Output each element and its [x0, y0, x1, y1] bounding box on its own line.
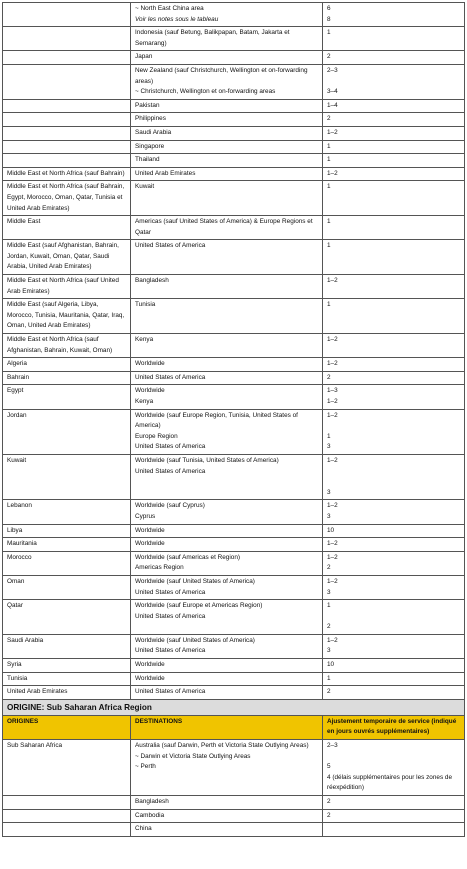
- destination-line: Singapore: [135, 142, 165, 150]
- origin-cell: [3, 154, 131, 168]
- table-row: [3, 275, 465, 299]
- adjustment-cell: [323, 809, 465, 823]
- table-row: [3, 659, 465, 673]
- table-row: [3, 551, 465, 575]
- destination-cell: [131, 275, 323, 299]
- adjustment-cell: [323, 385, 465, 409]
- adjustment-value: 1–2: [327, 456, 338, 464]
- adjustment-value: 2: [327, 811, 331, 819]
- adjustment-cell: [323, 409, 465, 454]
- destination-cell: [131, 524, 323, 538]
- destination-cell: [131, 216, 323, 240]
- adjustment-value: 3: [327, 588, 331, 596]
- adjustment-value: [327, 77, 460, 88]
- destination-line: Worldwide (sauf Americas et Region): [135, 553, 241, 561]
- adjustment-value: 3–4: [327, 88, 338, 96]
- origin-cell: [3, 99, 131, 113]
- adjustment-cell: [323, 64, 465, 99]
- origin-cell: Jordan: [3, 409, 131, 454]
- origin-cell: Middle East et North Africa (sauf Bahrain): [3, 167, 131, 181]
- destination-cell: [131, 659, 323, 673]
- adjustment-value: 1: [327, 242, 331, 250]
- destination-line: United States of America: [135, 443, 206, 451]
- adjustment-value: 2: [327, 564, 331, 572]
- adjustment-cell: [323, 167, 465, 181]
- destination-line: Japan: [135, 53, 153, 61]
- adjustment-cell: [323, 551, 465, 575]
- adjustment-cell: [323, 823, 465, 837]
- origin-cell: [3, 809, 131, 823]
- destination-cell: [131, 409, 323, 454]
- destination-cell: [131, 823, 323, 837]
- origin-cell: [3, 3, 131, 27]
- adjustment-value: 1–2: [327, 277, 338, 285]
- origin-cell: Egypt: [3, 385, 131, 409]
- origin-cell: Qatar: [3, 600, 131, 635]
- origin-cell: Oman: [3, 575, 131, 599]
- origin-cell: United Arab Emirates: [3, 686, 131, 700]
- table-row: [3, 524, 465, 538]
- adjustment-cell: [323, 51, 465, 65]
- destination-line: United States of America: [135, 467, 206, 475]
- adjustment-value: 1–2: [327, 336, 338, 344]
- origin-cell: [3, 51, 131, 65]
- adjustment-cell: [323, 99, 465, 113]
- adjustment-value: 1–2: [327, 540, 338, 548]
- destination-line: Australia (sauf Darwin, Perth et Victoria State Outlying Areas): [135, 742, 309, 750]
- adjustment-cell: [323, 371, 465, 385]
- destination-line: Europe Region: [135, 432, 178, 440]
- table-row: [3, 538, 465, 552]
- table-row: [3, 385, 465, 409]
- destination-line: Americas Region: [135, 564, 184, 572]
- destination-line: Tunisia: [135, 301, 156, 309]
- destination-cell: [131, 575, 323, 599]
- table-row: [3, 154, 465, 168]
- table-section-middle-east: [3, 167, 465, 699]
- destination-cell: [131, 240, 323, 275]
- table-row: [3, 740, 465, 796]
- origin-cell: Saudi Arabia: [3, 634, 131, 658]
- adjustment-value: 1–2: [327, 398, 338, 405]
- adjustment-value: 1–4: [327, 101, 338, 109]
- table-row: [3, 64, 465, 99]
- destination-line: Bangladesh: [135, 277, 169, 285]
- adjustment-cell: [323, 454, 465, 499]
- destination-cell: [131, 181, 323, 216]
- destination-line: United States of America: [135, 242, 206, 250]
- destination-line: Worldwide: [135, 526, 165, 534]
- destination-line: China: [135, 825, 152, 833]
- adjustment-cell: [323, 140, 465, 154]
- destination-line: United States of America: [135, 373, 206, 381]
- adjustment-value: 3: [327, 512, 331, 520]
- adjustment-value: 1: [327, 674, 331, 682]
- adjustment-value: [327, 467, 460, 478]
- origin-cell: Bahrain: [3, 371, 131, 385]
- destination-cell: [131, 500, 323, 524]
- destination-line: Worldwide: [135, 661, 165, 669]
- destination-cell: [131, 371, 323, 385]
- origin-cell: Algeria: [3, 358, 131, 372]
- adjustment-cell: [323, 27, 465, 51]
- adjustment-value: 1–2: [327, 360, 338, 368]
- table-row: [3, 600, 465, 635]
- table-row: [3, 823, 465, 837]
- table-row: [3, 126, 465, 140]
- adjustment-value: 1–2: [327, 411, 338, 419]
- destination-line: ~ Perth: [135, 763, 156, 771]
- destination-line: Thailand: [135, 156, 160, 164]
- origin-cell: [3, 823, 131, 837]
- adjustment-cell: [323, 181, 465, 216]
- adjustment-value: 8: [327, 15, 331, 23]
- header-destinations: DESTINATIONS: [131, 715, 323, 739]
- destination-line: Worldwide: [135, 540, 165, 548]
- destination-line: Philippines: [135, 115, 166, 123]
- column-header-row: [3, 715, 465, 739]
- destination-line: Worldwide: [135, 674, 165, 682]
- adjustment-value: [327, 477, 460, 488]
- table-row: [3, 216, 465, 240]
- adjustment-cell: [323, 524, 465, 538]
- table-row: [3, 113, 465, 127]
- origin-cell: [3, 64, 131, 99]
- adjustment-value: 2: [327, 373, 331, 381]
- adjustment-value: 2: [327, 623, 331, 631]
- adjustment-cell: [323, 299, 465, 334]
- adjustment-cell: [323, 334, 465, 358]
- destination-line: Saudi Arabia: [135, 128, 172, 136]
- destination-cell: [131, 551, 323, 575]
- destination-line: Kuwait: [135, 183, 155, 191]
- adjustment-value: [327, 752, 460, 763]
- table-row: [3, 809, 465, 823]
- table-row: [3, 796, 465, 810]
- adjustment-value: 3: [327, 443, 331, 451]
- origin-cell: Syria: [3, 659, 131, 673]
- adjustment-value: 1: [327, 432, 331, 440]
- adjustment-value: 1–2: [327, 128, 338, 136]
- destination-line: Pakistan: [135, 101, 160, 109]
- adjustment-value: 1: [327, 29, 331, 37]
- adjustment-value: 3: [327, 488, 331, 496]
- region-heading-row: [3, 699, 465, 715]
- adjustment-cell: [323, 113, 465, 127]
- destination-cell: [131, 672, 323, 686]
- destination-cell: [131, 113, 323, 127]
- adjustment-cell: [323, 600, 465, 635]
- adjustment-value: 10: [327, 526, 335, 534]
- origin-cell: Middle East et North Africa (sauf United Arab Emirates): [3, 275, 131, 299]
- destination-cell: [131, 3, 323, 27]
- destination-cell: [131, 140, 323, 154]
- table-row: [3, 240, 465, 275]
- destination-line: Kenya: [135, 398, 154, 405]
- destination-line: Cyprus: [135, 512, 156, 520]
- destination-line: United States of America: [135, 647, 206, 655]
- adjustment-cell: [323, 500, 465, 524]
- origin-cell: Middle East: [3, 216, 131, 240]
- table-row: [3, 167, 465, 181]
- adjustment-cell: [323, 659, 465, 673]
- table-row: [3, 686, 465, 700]
- adjustment-value: 1–3: [327, 387, 338, 395]
- table-row: [3, 672, 465, 686]
- origin-cell: Sub Saharan Africa: [3, 740, 131, 796]
- origin-cell: [3, 126, 131, 140]
- destination-line: ~ Christchurch, Wellington et on-forwarding areas: [135, 88, 276, 96]
- table-row: [3, 500, 465, 524]
- origin-cell: Middle East (sauf Afghanistan, Bahrain, Jordan, Kuwait, Oman, Qatar, Saudi Arabia, United Arab Emirates): [3, 240, 131, 275]
- table-row: [3, 575, 465, 599]
- destination-cell: [131, 634, 323, 658]
- region-title: ORIGINE: Sub Saharan Africa Region: [3, 699, 465, 715]
- destination-cell: [131, 51, 323, 65]
- destination-cell: [131, 27, 323, 51]
- destination-cell: [131, 600, 323, 635]
- destination-cell: [131, 64, 323, 99]
- destination-line: Worldwide: [135, 360, 165, 368]
- destination-line: United States of America: [135, 688, 206, 696]
- table-section-sub-saharan-africa: [3, 740, 465, 837]
- destination-cell: [131, 385, 323, 409]
- destination-cell: [131, 126, 323, 140]
- origin-cell: Tunisia: [3, 672, 131, 686]
- origin-cell: Middle East et North Africa (sauf Afghanistan, Bahrain, Kuwait, Oman): [3, 334, 131, 358]
- destination-line: Worldwide (sauf United States of America): [135, 636, 255, 644]
- table-row: [3, 3, 465, 27]
- adjustment-value: [327, 612, 460, 623]
- adjustment-cell: [323, 240, 465, 275]
- table-row: [3, 334, 465, 358]
- table-row: [3, 634, 465, 658]
- table-row: [3, 299, 465, 334]
- adjustment-cell: [323, 634, 465, 658]
- adjustment-cell: [323, 740, 465, 796]
- adjustment-value: 2: [327, 115, 331, 123]
- adjustment-value: 1: [327, 602, 331, 610]
- adjustment-value: 1: [327, 183, 331, 191]
- header-origins: ORIGINES: [3, 715, 131, 739]
- destination-cell: [131, 796, 323, 810]
- adjustment-value: 1–2: [327, 636, 338, 644]
- adjustment-value: [327, 824, 460, 835]
- destination-line: ~ North East China area: [135, 5, 204, 12]
- adjustment-value: 1: [327, 156, 331, 164]
- adjustment-value: 2–3: [327, 66, 338, 74]
- origin-cell: Middle East (sauf Algeria, Libya, Morocco, Tunisia, Mauritania, Qatar, Iraq, Oman, United Arab Emirates): [3, 299, 131, 334]
- table-row: [3, 140, 465, 154]
- adjustment-value: 1: [327, 218, 331, 226]
- destination-cell: [131, 686, 323, 700]
- adjustment-cell: [323, 672, 465, 686]
- adjustment-value: 1: [327, 142, 331, 150]
- table-row: [3, 27, 465, 51]
- origin-cell: Morocco: [3, 551, 131, 575]
- destination-line: Worldwide (sauf Tunisia, United States of America): [135, 456, 279, 464]
- origin-cell: Lebanon: [3, 500, 131, 524]
- adjustment-cell: [323, 154, 465, 168]
- adjustment-value: 6: [327, 5, 331, 12]
- origin-cell: [3, 27, 131, 51]
- origin-cell: [3, 113, 131, 127]
- origin-cell: Middle East et North Africa (sauf Bahrain, Egypt, Morocco, Oman, Qatar, Tunisia et United Arab Emirates): [3, 181, 131, 216]
- adjustment-value: 4 (délais supplémentaires pour les zones de réexpédition): [327, 773, 453, 792]
- destination-line: Voir les notes sous le tableau: [135, 15, 219, 23]
- adjustment-cell: [323, 796, 465, 810]
- origin-cell: [3, 140, 131, 154]
- destination-line: Bangladesh: [135, 798, 169, 805]
- destination-line: United States of America: [135, 588, 206, 596]
- table-section-asia: [3, 3, 465, 168]
- destination-cell: [131, 809, 323, 823]
- destination-line: Indonesia (sauf Betung, Balikpapan, Batam, Jakarta et Semarang): [135, 29, 290, 47]
- table-row: [3, 51, 465, 65]
- adjustment-value: 2–3: [327, 742, 338, 750]
- origin-cell: Kuwait: [3, 454, 131, 499]
- service-adjustment-table: [2, 2, 465, 837]
- adjustment-cell: [323, 126, 465, 140]
- table-row: [3, 181, 465, 216]
- destination-cell: [131, 334, 323, 358]
- adjustment-value: 3: [327, 647, 331, 655]
- destination-cell: [131, 154, 323, 168]
- destination-cell: [131, 167, 323, 181]
- adjustment-value: 5: [327, 763, 331, 771]
- adjustment-value: 1–2: [327, 169, 338, 177]
- adjustment-value: 2: [327, 688, 331, 696]
- destination-line: New Zealand (sauf Christchurch, Wellington et on-forwarding areas): [135, 66, 308, 85]
- destination-line: Worldwide (sauf Cyprus): [135, 502, 205, 510]
- destination-line: Worldwide (sauf Europe et Americas Region): [135, 602, 263, 610]
- adjustment-cell: [323, 358, 465, 372]
- destination-line: Worldwide (sauf United States of America): [135, 577, 255, 585]
- destination-line: Worldwide: [135, 387, 165, 395]
- table-section-ssa-heading: [3, 699, 465, 739]
- adjustment-value: 10: [327, 661, 335, 669]
- destination-cell: [131, 454, 323, 499]
- destination-line: Worldwide (sauf Europe Region, Tunisia, United States of America): [135, 411, 298, 430]
- table-row: [3, 358, 465, 372]
- origin-cell: Libya: [3, 524, 131, 538]
- adjustment-value: 1–2: [327, 577, 338, 585]
- table-row: [3, 371, 465, 385]
- destination-cell: [131, 299, 323, 334]
- adjustment-cell: [323, 538, 465, 552]
- adjustment-cell: [323, 216, 465, 240]
- destination-line: ~ Darwin et Victoria State Outlying Areas: [135, 752, 251, 760]
- table-row: [3, 99, 465, 113]
- destination-line: Cambodia: [135, 811, 165, 819]
- origin-cell: [3, 796, 131, 810]
- adjustment-value: 1–2: [327, 502, 338, 510]
- adjustment-value: 2: [327, 53, 331, 61]
- destination-cell: [131, 99, 323, 113]
- destination-cell: [131, 358, 323, 372]
- header-adjustment: Ajustement temporaire de service (indiqué en jours ouvrés supplémentaires): [323, 715, 465, 739]
- adjustment-cell: [323, 575, 465, 599]
- adjustment-value: [327, 421, 460, 432]
- origin-cell: Mauritania: [3, 538, 131, 552]
- destination-line: United Arab Emirates: [135, 169, 196, 177]
- destination-line: United States of America: [135, 612, 206, 620]
- adjustment-cell: [323, 686, 465, 700]
- table-row: [3, 409, 465, 454]
- destination-cell: [131, 538, 323, 552]
- adjustment-cell: [323, 275, 465, 299]
- adjustment-value: 1–2: [327, 553, 338, 561]
- destination-line: Kenya: [135, 336, 154, 344]
- destination-line: Americas (sauf United States of America) & Europe Regions et Qatar: [135, 218, 313, 236]
- adjustment-value: 1: [327, 301, 331, 309]
- adjustment-value: 2: [327, 798, 331, 805]
- adjustment-cell: [323, 3, 465, 27]
- destination-cell: [131, 740, 323, 796]
- table-row: [3, 454, 465, 499]
